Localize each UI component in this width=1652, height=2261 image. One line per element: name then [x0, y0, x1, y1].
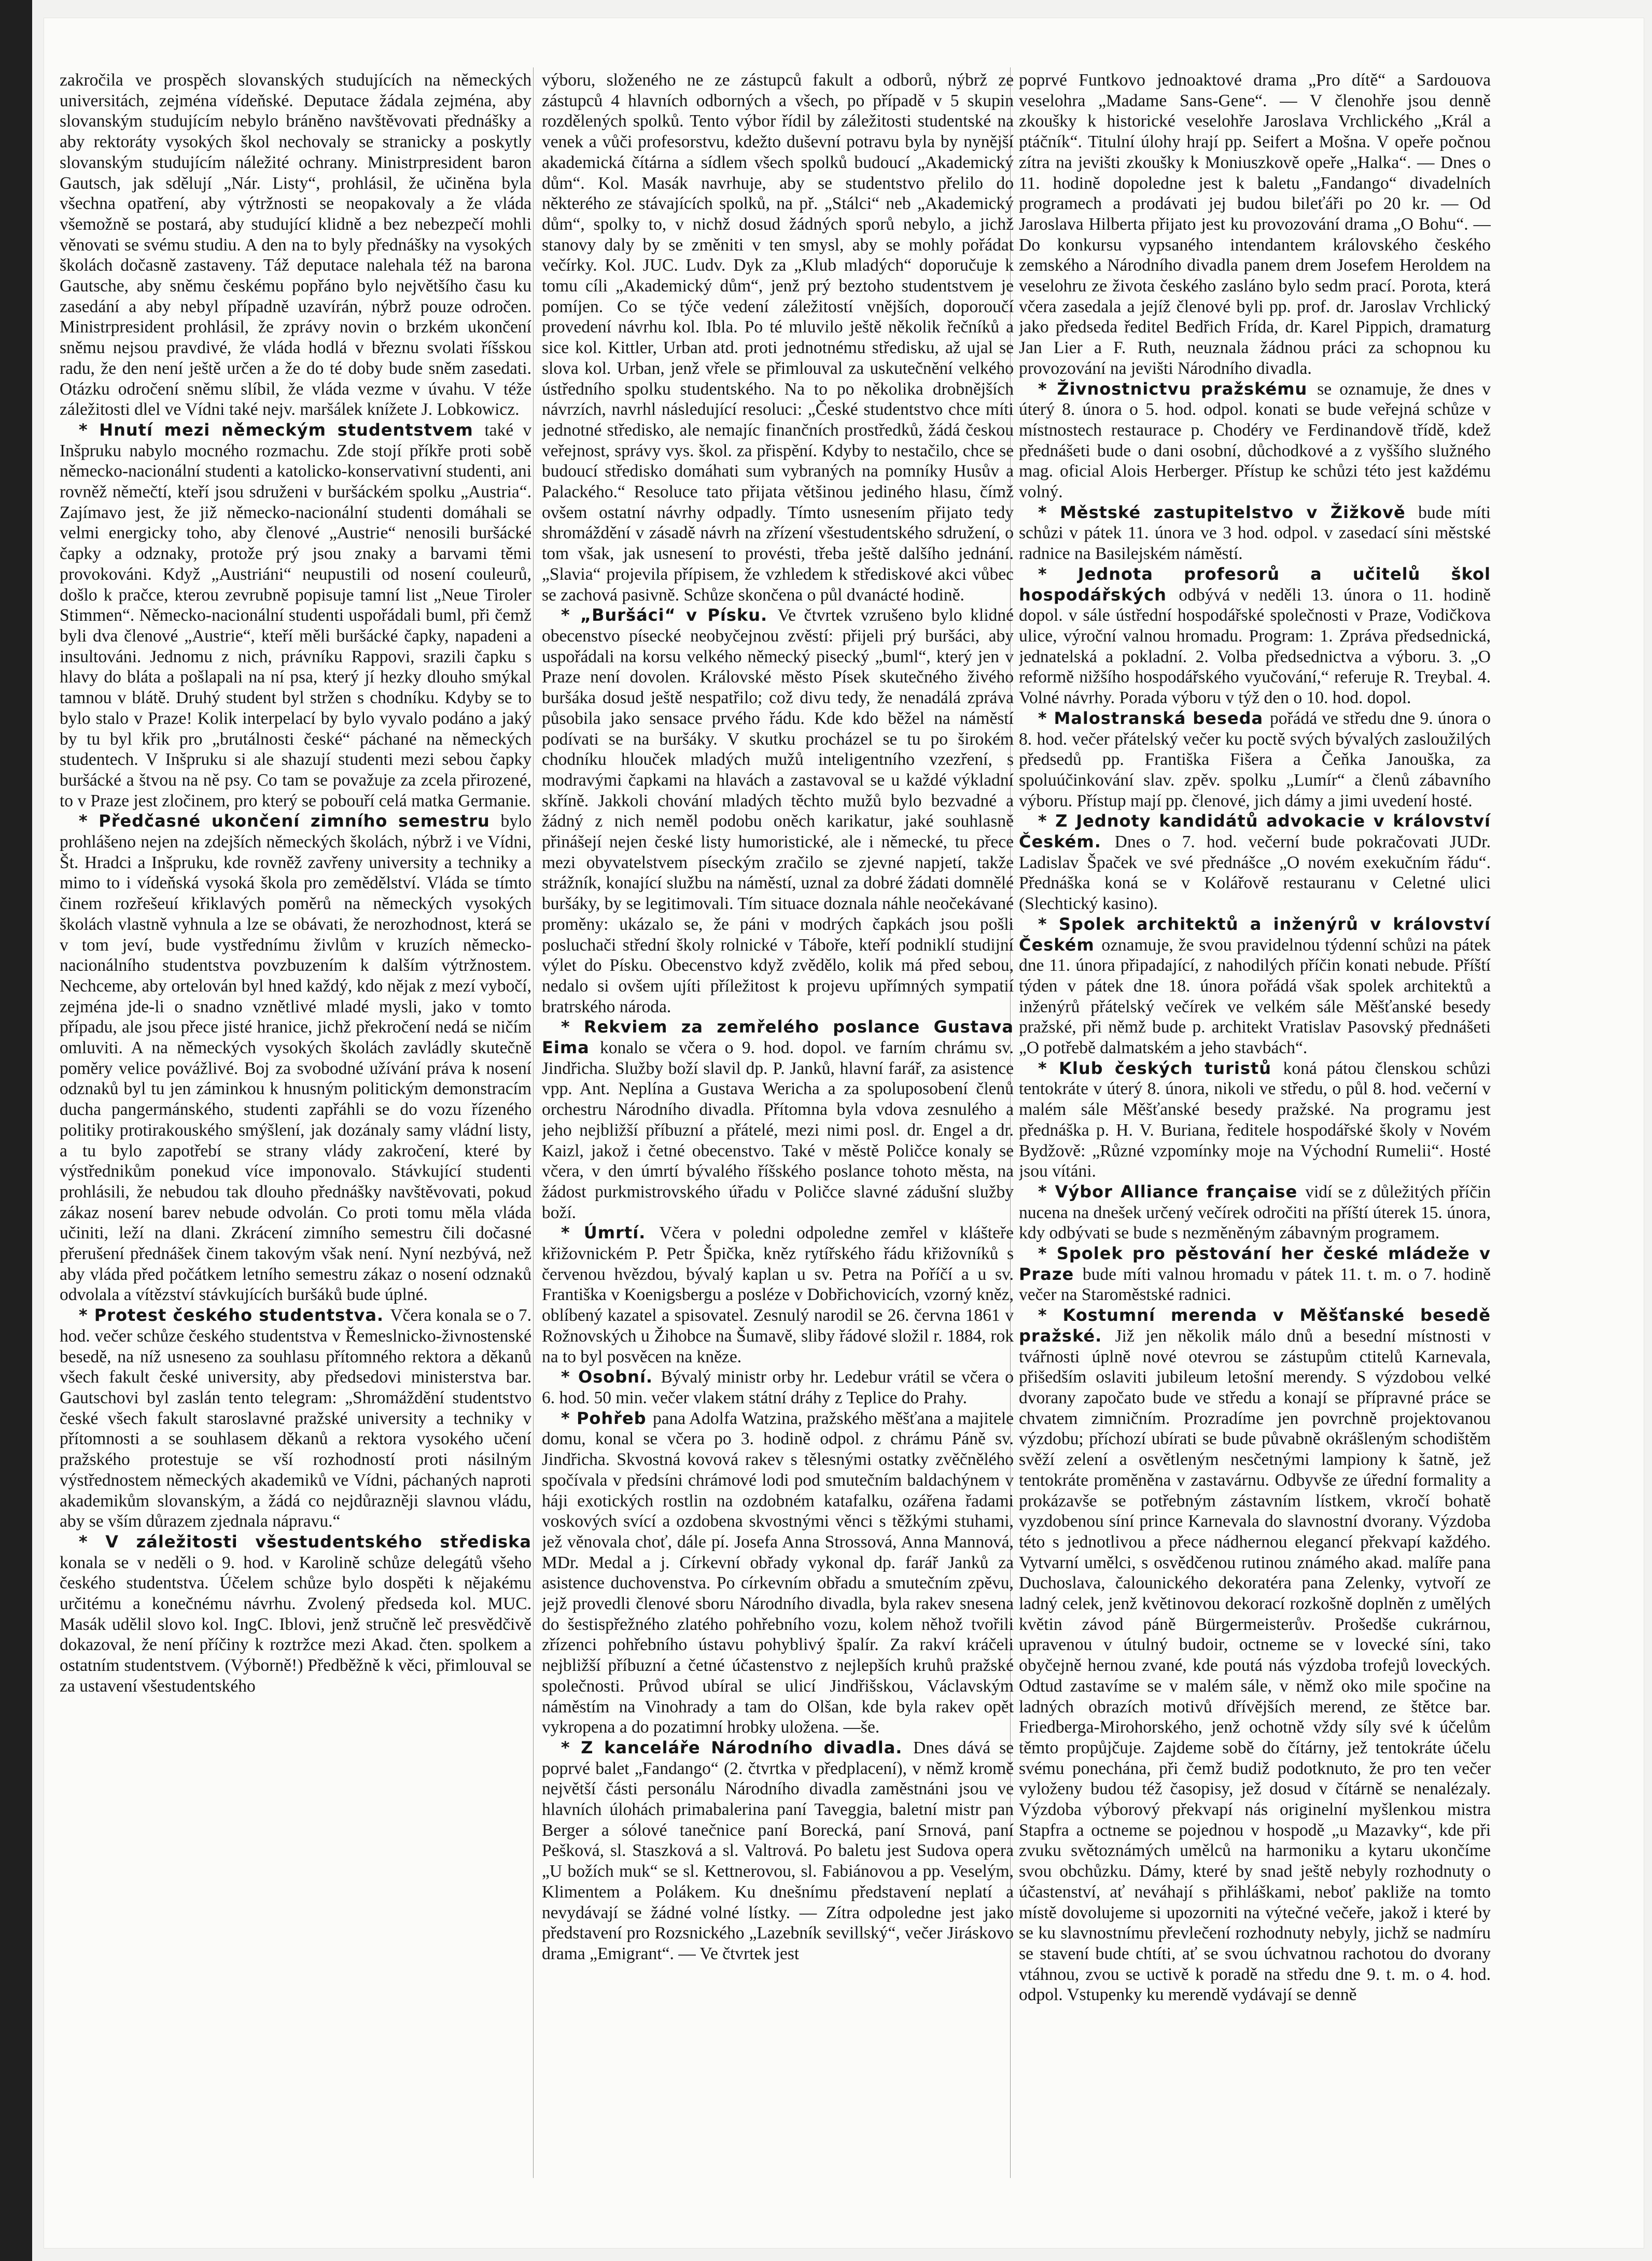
article-text: Dnes dává se poprvé balet „Fandango“ (2. čtvrtka v předplacení), v němž kromě největší části personálu Národního divadla zaměstnáni jsou ve hlavních úlohách primabalerina paní Taveggia, baletní mistr pan Berger a sólové tanečnice paní Borecká, paní Srnová, paní Pešková, sl. Staszková a sl. Valtrová. Po baletu jest Sudova opera „U božích muk“ se sl. Kettnerovou, sl. Fabiánovou a pp. Veselým, Klimentem a Polákem. Ku dnešnímu představení neplatí a nevydávají se žádné volné lístky. — Zítra odpoledne jest jako představení pro Rozsnického „Lazebník sevillský“, večer Jiráskovo drama „Emigrant“. — Ve čtvrtek jest	[542, 1738, 1014, 1963]
article-paragraph	[542, 1223, 1014, 1367]
article-heading: * Spolek architektů a inženýrů v království Českém	[1019, 914, 1491, 955]
article-text: Bývalý ministr orby hr. Ledebur vrátil se včera o 6. hod. 50 min. večer vlakem státní dráhy z Teplice do Prahy.	[542, 1367, 1014, 1407]
article-heading: * Rekviem za zemřelého poslance Gustava Eima	[542, 1017, 1014, 1058]
article-paragraph	[60, 811, 531, 1305]
article-text: se oznamuje, že dnes v úterý 8. února o 5. hod. odpol. konati se bude veřejná schůze v místnostech restaurace p. Chodéry ve Ferdinandově třídě, kdež přednášeti bude o dani osobní, důchodkové a z vyššího služného mag. oficial Alois Herberger. Přístup ke schůzi této jest každému volný.	[1019, 379, 1491, 502]
article-text: koná pátou členskou schůzi tentokráte v úterý 8. února, nikoli ve středu, o půl 8. hod. večerní v malém sále Měšťanské besedy pražské. Na programu jest přednáška p. H. V. Buriana, ředitele hospodářské školy v Novém Bydžově: „Různé vzpomínky moje na Východní Rumelii“. Hosté jsou vítáni.	[1019, 1058, 1491, 1181]
article-heading: * Klub českých turistů	[1038, 1058, 1283, 1078]
column-rule	[533, 67, 534, 2178]
article-paragraph	[1019, 914, 1491, 1058]
article-text: odbývá v neděli 13. února o 11. hodině dopol. v sále ústřední hospodářské společnosti v Praze, Vodičkova ulice, výroční valnou hromadu. Program: 1. Zpráva předsednická, jednatelská a pokladní. 2. Volba předsednictva a výboru. 3. „O reformě nižšího hospodářského vyučování,“ referuje R. Treybal. 4. Volné návrhy. Porada výboru v týž den o 10. hod. dopol.	[1019, 585, 1491, 708]
column-right	[1019, 70, 1491, 2175]
article-heading: * Pohřeb	[561, 1408, 653, 1428]
article-heading: * Hnutí mezi německým studentstvem	[78, 420, 485, 440]
article-heading: * Kostumní merenda v Měšťanské besedě pražské.	[1019, 1305, 1491, 1346]
article-heading: * „Buršáci“ v Písku.	[561, 605, 778, 625]
article-paragraph	[542, 1017, 1014, 1223]
article-heading: * Městské zastupitelstvo v Žižkově	[1038, 502, 1419, 522]
article-paragraph	[542, 605, 1014, 1017]
scan-binding-edge	[0, 0, 32, 2261]
article-paragraph	[1019, 811, 1491, 914]
article-paragraph	[542, 1408, 1014, 1738]
article-text: Dnes o 7. hod. večerní bude pokračovati JUDr. Ladislav Špaček ve své přednášce „O novém exekučním řádu“. Přednáška koná se v Kolářově restauranu v Celetné ulici (Slechtický kasino).	[1019, 832, 1491, 914]
article-heading: * Úmrtí.	[561, 1223, 660, 1243]
article-text: poprvé Funtkovo jednoaktové drama „Pro dítě“ a Sardouova veselohra „Madame Sans-Gene“. — V členohře jsou denně zkoušky k historické veselohře Jaroslava Vrchlického „Král a ptáčník“. Titulní úlohy hrají pp. Seifert a Mošna. V opeře počnou zítra na jevišti zkoušky k Moniuszkově opeře „Halka“. — Dnes o 11. hodině dopoledne jest k baletu „Fandango“ divadelních programech a prodávati jej budou bileťáři po 20 kr. — Od Jaroslava Hilberta přijato jest ku provozování drama „O Bohu“. — Do konkursu vypsaného intendantem královského českého zemského a Národního divadla panem drem Josefem Heroldem na veselohru ze života českého zasláno bylo sedm prací. Porota, která včera zasedala a jejíž členové byli pp. prof. dr. Jaroslav Vrchlický jako předseda ředitel Bedřich Frída, dr. Karel Pippich, dramaturg Jan Lier a F. Ruth, neuznala žádnou práci za schopnou ku provozování na jevišti Národního divadla.	[1019, 71, 1491, 378]
article-paragraph	[1019, 1244, 1491, 1305]
article-paragraph	[60, 420, 531, 811]
article-heading: * Osobní.	[561, 1367, 661, 1387]
article-heading: * Výbor Alliance française	[1038, 1181, 1306, 1202]
article-heading: * Z kanceláře Národního divadla.	[561, 1737, 914, 1757]
article-paragraph	[1019, 70, 1491, 379]
article-paragraph	[60, 1305, 531, 1532]
article-paragraph	[1019, 1182, 1491, 1244]
article-paragraph	[1019, 379, 1491, 503]
article-text: zakročila ve prospěch slovanských studujících na německých universitách, zejména vídeňské. Deputace žádala zejména, aby slovanským studujícím nebylo bráněno navštěvovati přednášky a aby rektoráty vysokých škol nechovaly se stranicky a poskytly slovanským studujícím náležité ochrany. Ministrpresident baron Gautsch, jak sdělují „Nár. Listy“, prohlásil, že učiněna byla všechna opatření, aby výtržnosti se neopakovaly a že vláda všemožně se postará, aby studující klidně a bez nebezpečí mohli věnovati se svému studiu. A den na to byly přednášky na vysokých školách dočasně zastaveny. Táž deputace nalehala též na barona Gautsche, aby sněmu českému popřáno bylo největšího času ku zasedání a aby nebyl případně uzavírán, nýbrž pouze odročen. Ministrpresident prohlásil, že zprávy novin o brzkém ukončení sněmu nejsou pravdivé, že vláda hodlá v březnu svolati říšskou radu, že den není ještě určen a že do té doby bude sněm zasedati. Otázku odročení sněmu slíbil, že vláda vezme v úvahu. V téže záležitosti dlel ve Vídni také nejv. maršálek knížete J. Lobkowicz.	[60, 71, 531, 420]
article-paragraph	[542, 1738, 1014, 1964]
article-paragraph	[1019, 503, 1491, 564]
article-paragraph	[542, 1367, 1014, 1408]
article-text: pořádá ve středu dne 9. února o 8. hod. večer přátelský večer ku poctě svých bývalých zasloužilých předsedů pp. Františka Fišera a Čeňka Janouška, za spoluúčinkování slav. zpěv. spolku „Lumír“ a členů zábavního výboru. Přístup mají pp. členové, jich dámy a jimi uvedení hosté.	[1019, 708, 1491, 811]
article-text: konala se v neděli o 9. hod. v Karolině schůze delegátů všeho českého studentstva. Účelem schůze bylo dospěti k nějakému určitému a konečnému návrhu. Zvolený předseda kol. MUC. Masák udělil slovo kol. IngC. Iblovi, jenž stručně leč presvědčivě dokazoval, že není příčiny k roztržce mezi Akad. čten. spolkem a ostatním studentstvem. (Výborně!) Předběžně k věci, přimlouval se za ustavení všestudentského	[60, 1553, 531, 1696]
article-text: bude míti valnou hromadu v pátek 11. t. m. o 7. hodině večer na Staroměstské radnici.	[1019, 1264, 1491, 1305]
article-paragraph	[60, 70, 531, 420]
article-text: bylo prohlášeno nejen na zdejších německých školách, nýbrž i ve Vídni, Št. Hradci a Inšpruku, kde rovněž zavřeny university a techniky a mimo to i vídeňská vysoká škola pro zemědělství. Vláda se tímto činem rozřešeuí křiklavých poměrů na německých vysokých školách vlastně vyhnula a lze se obávati, že nerozhodnost, která se v tom jeví, bude vystřednímu živlům v kruzích německo-nacionálního studentstva povzbuzením k dalším výtržnostem. Nechceme, aby ortelován byl hned každý, kdo nějak z mezí vybočí, zejména jde-li o snadno vznětlivé mladé mysli, jako v tomto případu, ale jsou přece jisté hranice, jichž překročení nedá se ničím omluviti. A na německých vysokých školách zavládly skutečně poměry velice povážlivé. Boj za svobodné užívání práva k nosení odznaků byl tu jen záminkou k hnusným politickým demonstracím ducha pangermánského, studenti zapřáhli se do vozu řízeného politiky protirakouského smýšlení, jak dozánaly samy vládní listy, a tu bylo zapotřebí se strany vlády zakročení, které by výstřednikům ponekud více imponovalo. Stávkující studenti prohlásili, že nebudou tak dlouho přednášky navštěvovati, pokud zákaz nosení barev nebude odvolán. Co proti tomu měla vláda učiniti, leží na dlani. Zkrácení zimního semestru čili dočasné přerušení přednášek činem takovým však není. Nyní nezbývá, než aby vláda před počátkem letního semestru zákaz o nosení odznaků odvolala a vítězství stávkujících buršáků bude úplné.	[60, 812, 531, 1305]
article-heading: * Jednota profesorů a učitelů škol hospodářských	[1019, 564, 1491, 605]
column-middle	[542, 70, 1014, 2175]
column-left	[60, 70, 531, 2175]
article-text: také v Inšpruku nabylo mocného rozmachu. Zde stojí příkře proti sobě německo-nacionální studenti a katolicko-konservativní studenti, ani rovněž němečtí, kteří jsou sdruženi v buršáckém spolku „Austria“. Zajímavo jest, že již německo-nacionální studenti domáhali se velmi energicky toho, aby členové „Austrie“ nenosili buršácké čapky a odznaky, protože prý jsou znaky a barvami těmi provokováni. Když „Austriáni“ neupustili od nosení couleurů, došlo k pračce, kterou zevrubně popisuje tamní list „Neue Tiroler Stimmen“. Německo-nacionální studenti uspořádali buml, při čemž byli dva členové „Austrie“, kteří měli buršácké čapky, napadeni a insultováni. Jednomu z nich, právníku Rappovi, srazili čapku s hlavy do bláta a pošlapali na ní psa, který jí hezky dlouho smýkal tamnou v blátě. Druhý student byl stržen s chodníku. Kdyby se to bylo stalo v Praze! Kolik interpelací by bylo vyvalo podáno a jaký by tu byl křik pro „brutálnosti české“ páchané na německých studentech. V Inšpruku si ale shazují studenti mezi sebou čapky buršácké a štvou na ně psy. Co tam se považuje za zcela přirozené, to v Praze jest zločinem, pro který se pobouří celá matka Germanie.	[60, 420, 531, 811]
article-heading: * Předčasné ukončení zimního semestru	[78, 811, 501, 831]
article-text: vidí se z důležitých příčin nucena na dnešek určený večírek odročiti na příští úterek 15. února, kdy odbývati se bude s nezměněným zábavným programem.	[1019, 1182, 1491, 1243]
article-paragraph	[1019, 708, 1491, 812]
article-text: pana Adolfa Watzina, pražského měšťana a majitele domu, konal se včera po 3. hodině odpol. z chrámu Páně sv. Jindřicha. Skvostná kovová rakev s tělesnými ostatky zvěčnělého spočívala v předsíni chrámové lodi pod smutečním baldachýnem v háji exotických rostlin na ozdobném katafalku, ozářena řadami voskových svící a ozdobena skvostnými věnci s těžkými stuhami, jež věnovala choť, dále pí. Josefa Anna Strossová, Anna Mannová, MDr. Medal a j. Církevní obřady vykonal dp. farář Janků za asistence duchovenstva. Po církevním obřadu a smutečním zpěvu, jejž provedli členové sboru Národního divadla, byla rakev snesena do šestispřežného zlatého pohřebního vozu, kolem něhož tvořili zřízenci pohřebního ústavu pohyblivý špalír. Za rakví kráčeli nejbližší příbuzní a četné účastenstvo z nejlepších kruhů pražské společnosti. Průvod ubíral se ulicí Jindřišskou, Václavským náměstím na Vinohrady a tam do Olšan, kde byla rakev opět vykropena a do pozatimní hrobky uložena. —še.	[542, 1408, 1014, 1737]
article-heading: * Z Jednoty kandidátů advokacie v království Českém.	[1019, 811, 1491, 852]
article-text: Včera v poledni odpoledne zemřel v klášteře křižovnickém P. Petr Špička, kněz rytířského řádu křižovníků s červenou hvězdou, bývalý kaplan u sv. Petra na Poříčí a u sv. Františka v Koenigsbergu a posléze v Dobřichovicích, vzorný kněz, oblíbený kazatel a spisovatel. Zesnulý narodil se 26. června 1861 v Rožnovských u Žihobce na Šumavě, sliby řádové složil r. 1884, rok na to byl posvěcen na kněze.	[542, 1223, 1014, 1366]
article-paragraph	[60, 1532, 531, 1697]
article-paragraph	[1019, 1305, 1491, 2005]
article-heading: * Živnostnictvu pražskému	[1038, 379, 1318, 399]
article-text: Ve čtvrtek vzrušeno bylo klidné obecenstvo písecké neobyčejnou zvěstí: přijeli prý buršáci, aby uspořádali na korsu velkého německý pisecký „buml“, který jen v Praze není dovolen. Královské město Písek skutečného živého buršáka dosud ještě nespatřilo; což divu tedy, že nenadálá zpráva působila jako sensace prvého řádu. Kde kdo běžel na náměstí podívati se na buršáky. V skutku procházel se tu po širokém chodníku hlouček mladých mužů inteligentního vzezření, s modravými čapkami na hlavách a zastavoval se u každé výkladní skříně. Jakkoli chování mladých těchto mužů bylo bezvadné a žádný z nich neměl podobu oněch karikatur, jaké souhlasně přinášejí nejen české listy humoristické, ale i německé, tu přece mezi obyvatelstvem píseckým zračilo se zjevné napjetí, takže strážník, konající službu na náměstí, uznal za dobré žádati domnělé buršáky, by se legitimovali. Tím situace doznala náhle neočekávané proměny: ukázalo se, že páni v modrých čapkách jsou pošli posluchači střední školy rolnické v Táboře, kteří podniklí studijní výlet do Písku. Obecenstvo když zvědělo, kolik má před sebou, nedalo si ovšem ujíti příležitost k projevu upřímných sympatií bratrského národa.	[542, 606, 1014, 1016]
article-text: Včera konala se o 7. hod. večer schůze českého studentstva v Řemeslnicko-živnostenské besedě, na níž usneseno za souhlasu přítomného rektora a děkanů všech fakult české university, aby předsedovi ministerstva bar. Gautschovi byl zaslán tento telegram: „Shromáždění studentstvo české všech fakult staroslavné pražské university a techniky v přítomnosti a se souhlasem děkanů a rektora vysokého učení pražského protestuje se vší rozhodností proti násilným výstřednostem německých akademiků ve Vídni, páchaných naproti akademikům slovanským, a žádá co nejdůrazněji slavnou vládu, aby se vším důrazem zjednala nápravu.“	[60, 1306, 531, 1531]
article-paragraph	[1019, 564, 1491, 708]
article-paragraph	[1019, 1058, 1491, 1182]
article-heading: * Protest českého studentstva.	[78, 1305, 390, 1325]
article-text: oznamuje, že svou pravidelnou týdenní schůzi na pátek dne 11. února připadající, z nahodilých příčin konati nebude. Příští týden v pátek dne 18. února pořádá však spolek architektů a inženýrů přátelský večírek ve velkém sále Měšťanské besedy pražské, při němž bude p. architekt Vratislav Pasovský přednášeti „O potřebě dalmatském a jeho stavbách“.	[1019, 935, 1491, 1058]
article-text: konalo se včera o 9. hod. dopol. ve farním chrámu sv. Jindřicha. Služby boží slavil dp. P. Janků, hlavní farář, za asistence vpp. Ant. Neplína a Gustava Wericha a za spoluposobení členů orchestru Národního divadla. Přítomna byla vdova zesnulého a jeho nejbližší příbuzní a přátelé, mezi nimi posl. dr. Engel a dr. Kaizl, jakož i četné obecenstvo. Také v městě Poličce konaly se včera, v den úmrtí bývalého říšského poslance tohoto města, na žádost purkmistrovského úřadu v Poličce slavné zádušní služby boží.	[542, 1038, 1014, 1222]
article-heading: * Malostranská beseda	[1038, 708, 1270, 728]
article-text: Již jen několik málo dnů a besední místnosti v tvářnosti úplně nové otevrou se zástupům ctitelů Karnevala, přišedším oslaviti jubileum letošní merendy. S výzdobou velké dvorany započato bude ve středu a konají se přípravné práce se chvatem zimničním. Prozradíme jen povrchně projektovanou výzdobu; příchozí ubírati se bude půvabně okrášleným schodištěm svěží zelení a osvětleným nesčetnými lampiony k šatně, jež tentokráte proměněna v zastavárnu. Odbyvše ze úřední formality a prokázavše se potřebným zástavním lístkem, vkročí bohatě vyzdobenou síní prince Karnevala do slavnostní dvorany. Výzdoba této s jednotlivou a přece nádhernou elegancí překvapí každého. Vytvarní umělci, s osvědčenou rutinou známého akad. malíře pana Duchoslava, čalounického dekoratéra pana Zelenky, vytvoří ze ladný celek, jenž květinovou dekorací rozkošně doplněn z umělých květin závod páně Bürgermeisterův. Prošedše cukrárnou, upravenou v útulný budoir, octneme se v lovecké síni, tako obyčejně hernou zvané, kde poutá nás výzdoba trofejů loveckých. Odtud zastavíme se v malém sále, v němž oko mile spočine na ladných obrazích motivů dřívějších merend, ze štětce bar. Friedberga-Mirohorského, jenž ochotně vždy síly své k účelům těmto propůjčuje. Zajdeme sobě do čítárny, jež tentokráte účelu svému ponechána, při čemž budiž podotknuto, že pro ten večer vyloženy budou též časopisy, jež dosud v čítárně se nenalézaly. Výzdoba výborový překvapí nás originelní myšlenkou mistra Stapfra a octneme se pojednou v hospodě „u Mazavky“, kde při zvuku světoznámých umělců na harmoniku a kytaru ukončíme svou obchůzku. Dámy, které by snad ještě nebyly rozhodnuty o účastenství, ať neváhají s přihláškami, neboť pakliže na tomto místě dovolujeme si upozorniti na výtečné večeře, jakož i které by se ku slavnostnímu převlečení rozhodnuty nebyly, jichž se nadmíru se stavení bude chtíti, ať se svou úchvatnou rachotou do dvorany vtáhnou, zvou se uctivě k poradě na středu dne 9. t. m. o 4. hod. odpol. Vstupenky ku merendě vydávají se denně	[1019, 1326, 1491, 2005]
article-text: bude míti schůzi v pátek 11. února ve 3 hod. odpol. v zasedací síni městské radnice na Basilejském náměstí.	[1019, 503, 1491, 564]
article-heading: * V záležitosti všestudentského střediska	[78, 1531, 531, 1552]
article-text: výboru, složeného ne ze zástupců fakult a odborů, nýbrž ze zástupců 4 hlavních odborných a všech, po případě v 5 skupin rozdělených spolků. Tento výbor řídil by záležitosti studentské na venek a vůči profesorstvu, kdežto duševní potravu byla by nynější akademická čítárna a sídlem všech spolků budoucí „Akademický dům“. Kol. Masák navrhuje, aby se studentstvo přelilo do některého ze stávajících spolků, na př. „Stálci“ neb „Akademický dům“, spolky to, v nichž dosud žádných sporů nebylo, a jichž stanovy daly by se změniti v ten smysl, aby se mohly pořádat večírky. Kol. JUC. Ludv. Dyk za „Klub mladých“ doporučuje k tomu cíli „Akademický dům“, jenž prý beztoho studentstvem je pomíjen. Co se týče vedení záležitostí vnějších, doporoučí provedení návrhu kol. Ibla. Po té mluvilo ještě několik řečníků a sice kol. Kittler, Urban atd. proti jednotnému středisku, až ujal se slova kol. Urban, jenž vřele se přimlouval za uskutečnění velkého ústředního spolku studentského. Na to po několika drobnějších návrzích, navrhl následující resoluci: „České studentstvo chce míti jednotné středisko, ale nemajíc finančních prostředků, žádá českou veřejnost, správy vys. škol. za přispění. Kdyby to nestačilo, chce se budoucí středisko domáhati sum vybraných na pomníky Husův a Palackého.“ Resoluce tato přijata většinou jediného hlasu, čímž ovšem ostatní návrhy odpadly. Tímto usnesením přijato tedy shromáždění v zásadě návrh na zřízení všestudentského sdružení, o tom však, jak usnesení to provésti, třeba ještě dalšího jednání. „Slavia“ projevila přípisem, že vzhledem k střediskové akci vůbec se zachová pasivně. Schůze skončena o půl dvanácté hodině.	[542, 71, 1014, 605]
article-heading: * Spolek pro pěstování her české mládeže v Praze	[1019, 1244, 1491, 1284]
article-paragraph	[542, 70, 1014, 605]
